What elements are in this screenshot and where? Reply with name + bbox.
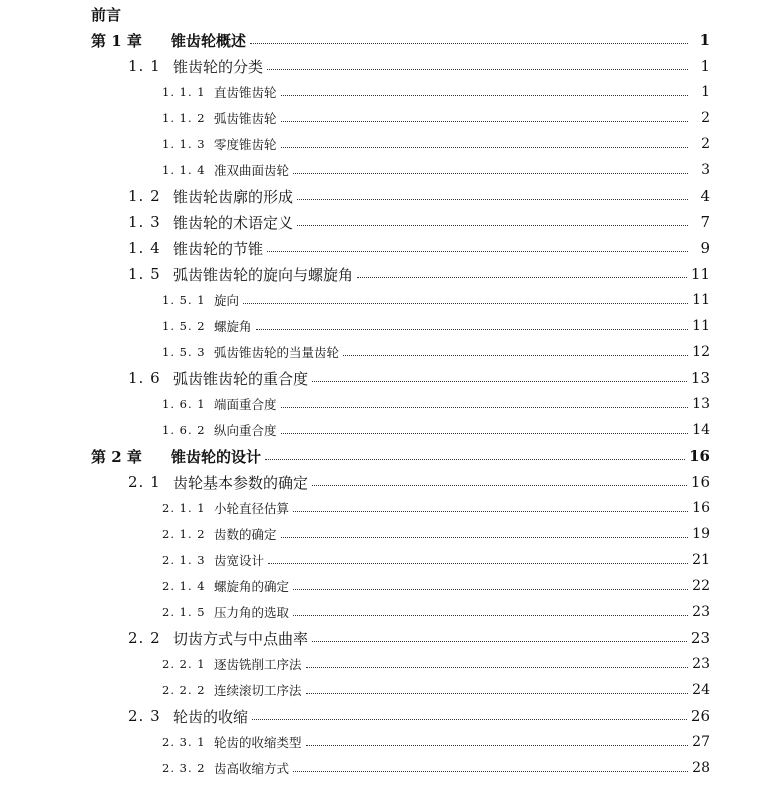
- toc-entry[interactable]: [0, 523, 768, 545]
- dot-leader: [281, 95, 688, 96]
- entry-title: 准双曲面齿轮: [214, 163, 290, 178]
- dot-leader: [265, 459, 685, 460]
- dot-leader: [312, 381, 687, 382]
- entry-page: 2: [701, 110, 710, 126]
- dot-leader: [267, 251, 688, 252]
- dot-leader: [250, 43, 688, 44]
- toc-entry[interactable]: [0, 29, 768, 51]
- dot-leader: [357, 277, 687, 278]
- toc-entry[interactable]: [0, 575, 768, 597]
- dot-leader: [268, 563, 688, 564]
- entry-number: 1. 6: [128, 369, 161, 387]
- entry-page: 16: [689, 447, 710, 465]
- entry-number: 1. 2: [128, 187, 161, 205]
- entry-number: 1. 1. 2: [162, 111, 206, 125]
- dot-leader: [297, 225, 688, 226]
- toc-entry[interactable]: [0, 133, 768, 155]
- dot-leader: [293, 173, 688, 174]
- toc-entry[interactable]: [0, 185, 768, 207]
- dot-leader: [281, 537, 688, 538]
- toc-entry[interactable]: [0, 263, 768, 285]
- entry-page: 22: [692, 578, 710, 594]
- entry-title: 小轮直径估算: [214, 501, 290, 516]
- toc-heading[interactable]: 前言: [91, 6, 122, 24]
- entry-page: 21: [692, 552, 710, 568]
- toc-entry[interactable]: [0, 549, 768, 571]
- dot-leader: [306, 693, 688, 694]
- toc-entry[interactable]: [0, 601, 768, 623]
- entry-number: 2. 3. 1: [162, 735, 206, 749]
- entry-number: 1. 1. 4: [162, 163, 206, 177]
- dot-leader: [293, 771, 688, 772]
- toc-entry[interactable]: [0, 367, 768, 389]
- toc-entry[interactable]: [0, 81, 768, 103]
- entry-page: 16: [690, 473, 710, 491]
- entry-page: 4: [700, 187, 710, 205]
- entry-number: 1. 4: [128, 239, 161, 257]
- entry-number: 2. 1. 2: [162, 527, 206, 541]
- entry-title: 弧齿锥齿轮的旋向与螺旋角: [173, 265, 354, 284]
- entry-page: 2: [701, 136, 710, 152]
- entry-number: 2. 1. 5: [162, 605, 206, 619]
- toc-entry[interactable]: [0, 731, 768, 753]
- toc-entry[interactable]: [0, 237, 768, 259]
- dot-leader: [256, 329, 688, 330]
- dot-leader: [281, 433, 688, 434]
- entry-page: 3: [701, 162, 710, 178]
- entry-number: 1. 5: [128, 265, 161, 283]
- toc-entry[interactable]: [0, 471, 768, 493]
- dot-leader: [252, 719, 687, 720]
- entry-page: 12: [692, 344, 710, 360]
- entry-number: 2. 3. 2: [162, 761, 206, 775]
- toc-entry[interactable]: [0, 341, 768, 363]
- entry-number: 1. 5. 2: [162, 319, 206, 333]
- entry-title: 齿高收缩方式: [214, 761, 290, 776]
- entry-page: 26: [690, 707, 710, 725]
- dot-leader: [243, 303, 688, 304]
- toc-entry[interactable]: [0, 679, 768, 701]
- entry-title: 直齿锥齿轮: [214, 85, 277, 100]
- entry-title: 锥齿轮的设计: [171, 447, 262, 466]
- entry-title: 螺旋角: [214, 319, 252, 334]
- entry-title: 锥齿轮齿廓的形成: [173, 187, 294, 206]
- dot-leader: [281, 147, 688, 148]
- dot-leader: [267, 69, 688, 70]
- toc-entry[interactable]: [0, 393, 768, 415]
- toc-entry[interactable]: [0, 289, 768, 311]
- entry-title: 端面重合度: [214, 397, 277, 412]
- dot-leader: [306, 667, 688, 668]
- toc-entry[interactable]: [0, 211, 768, 233]
- entry-title: 压力角的选取: [214, 605, 290, 620]
- entry-page: 1: [700, 57, 710, 75]
- entry-title: 锥齿轮的术语定义: [173, 213, 294, 232]
- entry-number: 2. 1. 4: [162, 579, 206, 593]
- entry-page: 27: [692, 734, 710, 750]
- entry-page: 9: [700, 239, 710, 257]
- entry-title: 零度锥齿轮: [214, 137, 277, 152]
- entry-number: 2. 1. 1: [162, 501, 206, 515]
- toc-entry[interactable]: [0, 159, 768, 181]
- entry-title: 轮齿的收缩类型: [214, 735, 302, 750]
- entry-page: 11: [690, 265, 710, 283]
- entry-number: 1. 3: [128, 213, 161, 231]
- entry-number: 2. 2. 1: [162, 657, 206, 671]
- toc-entry[interactable]: [0, 705, 768, 727]
- entry-title: 齿轮基本参数的确定: [173, 473, 309, 492]
- entry-number: 1. 5. 3: [162, 345, 206, 359]
- entry-number: 2. 2. 2: [162, 683, 206, 697]
- dot-leader: [343, 355, 688, 356]
- entry-page: 13: [692, 396, 710, 412]
- entry-number: 2. 3: [128, 707, 161, 725]
- entry-number: 1. 1. 1: [162, 85, 206, 99]
- entry-page: 23: [690, 629, 710, 647]
- entry-number: 1. 1. 3: [162, 137, 206, 151]
- entry-title: 齿宽设计: [214, 553, 265, 568]
- toc-entry[interactable]: [0, 627, 768, 649]
- toc-entry[interactable]: [0, 419, 768, 441]
- entry-title: 弧齿锥齿轮的重合度: [173, 369, 309, 388]
- entry-number: 2. 1: [128, 473, 161, 491]
- entry-page: 23: [692, 604, 710, 620]
- entry-page: 1: [699, 31, 710, 49]
- entry-number: 2. 1. 3: [162, 553, 206, 567]
- toc-entry[interactable]: [0, 757, 768, 779]
- entry-number: 第 1 章: [91, 31, 142, 50]
- toc-entry[interactable]: [0, 107, 768, 129]
- dot-leader: [281, 121, 688, 122]
- entry-title: 切齿方式与中点曲率: [173, 629, 309, 648]
- entry-title: 逐齿铣削工序法: [214, 657, 302, 672]
- entry-page: 11: [692, 318, 710, 334]
- entry-number: 1. 6. 1: [162, 397, 206, 411]
- entry-page: 1: [701, 84, 710, 100]
- entry-page: 11: [692, 292, 710, 308]
- toc-entry[interactable]: [0, 315, 768, 337]
- dot-leader: [293, 615, 688, 616]
- entry-page: 23: [692, 656, 710, 672]
- entry-title: 纵向重合度: [214, 423, 277, 438]
- entry-page: 14: [692, 422, 710, 438]
- entry-page: 16: [692, 500, 710, 516]
- toc-entry[interactable]: [0, 55, 768, 77]
- entry-title: 螺旋角的确定: [214, 579, 290, 594]
- entry-title: 锥齿轮的分类: [173, 57, 264, 76]
- entry-title: 轮齿的收缩: [173, 707, 249, 726]
- entry-number: 1. 1: [128, 57, 161, 75]
- dot-leader: [312, 641, 687, 642]
- toc-entry[interactable]: [0, 445, 768, 467]
- entry-page: 7: [700, 213, 710, 231]
- entry-number: 第 2 章: [91, 447, 142, 466]
- entry-number: 1. 5. 1: [162, 293, 206, 307]
- entry-page: 24: [692, 682, 710, 698]
- dot-leader: [281, 407, 688, 408]
- entry-title: 弧齿锥齿轮的当量齿轮: [214, 345, 340, 360]
- entry-number: 2. 2: [128, 629, 161, 647]
- dot-leader: [293, 589, 688, 590]
- entry-title: 连续滚切工序法: [214, 683, 302, 698]
- entry-title: 齿数的确定: [214, 527, 277, 542]
- dot-leader: [306, 745, 688, 746]
- toc-entry[interactable]: [0, 497, 768, 519]
- toc-entry[interactable]: [0, 653, 768, 675]
- entry-page: 28: [692, 760, 710, 776]
- entry-title: 旋向: [214, 293, 240, 308]
- entry-page: 13: [690, 369, 710, 387]
- dot-leader: [297, 199, 688, 200]
- entry-page: 19: [692, 526, 710, 542]
- entry-title: 锥齿轮的节锥: [173, 239, 264, 258]
- entry-title: 弧齿锥齿轮: [214, 111, 277, 126]
- entry-number: 1. 6. 2: [162, 423, 206, 437]
- dot-leader: [293, 511, 688, 512]
- dot-leader: [312, 485, 687, 486]
- entry-title: 锥齿轮概述: [171, 31, 247, 50]
